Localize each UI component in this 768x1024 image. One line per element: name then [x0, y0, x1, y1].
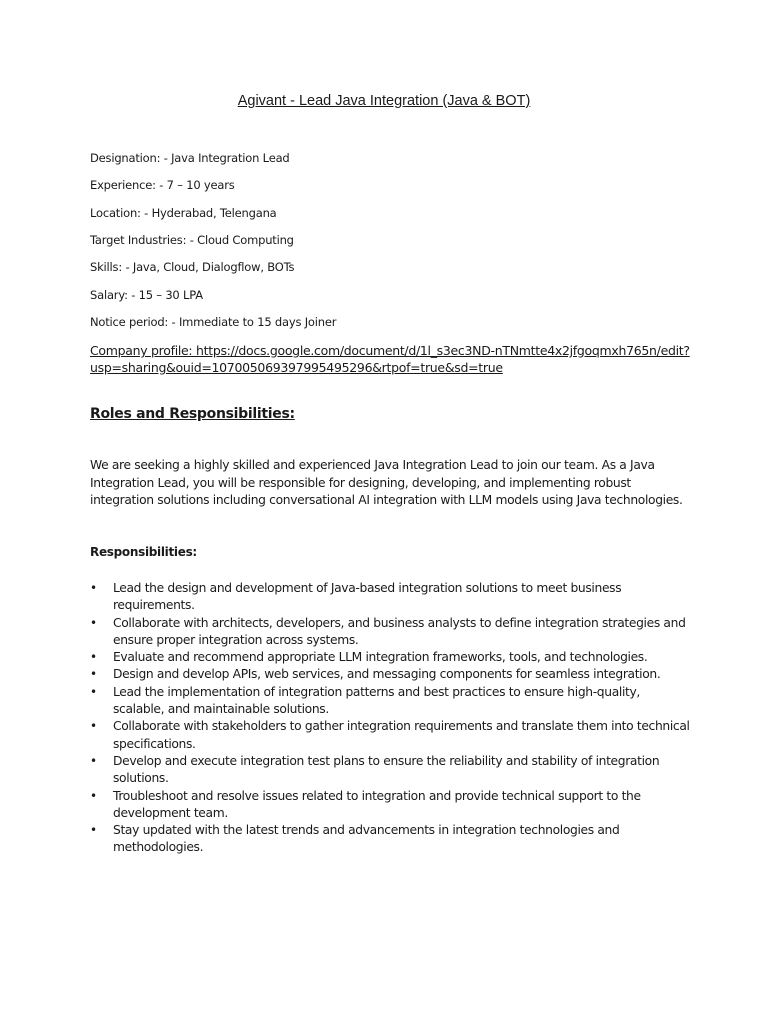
detail-target-industries: Target Industries: - Cloud Computing — [90, 233, 294, 247]
list-item — [90, 580, 690, 615]
responsibilities-heading: Responsibilities: — [90, 545, 197, 559]
list-item — [90, 649, 690, 666]
bullet-icon: • — [90, 667, 97, 682]
list-item-text: Collaborate with stakeholders to gather integration requirements and translate them into technical specifications. — [113, 719, 690, 751]
list-item-text: Collaborate with architects, developers, and business analysts to define integration strategies and ensure proper integration across systems. — [113, 615, 686, 647]
detail-designation: Designation: - Java Integration Lead — [90, 151, 290, 165]
list-item-text: Lead the design and development of Java-based integration solutions to meet business requirements. — [113, 581, 622, 613]
detail-location: Location: - Hyderabad, Telengana — [90, 206, 277, 220]
list-item — [90, 788, 690, 823]
bullet-icon: • — [90, 753, 97, 768]
detail-salary: Salary: - 15 – 30 LPA — [90, 288, 203, 302]
list-item — [90, 684, 690, 719]
intro-paragraph: We are seeking a highly skilled and experienced Java Integration Lead to join our team. As a Java Integration Lead, you will be responsible for designing, developing, and implementing robust integration solutions including conversational AI integration with LLM models using Java technologies. — [90, 458, 683, 507]
document-title: Agivant - Lead Java Integration (Java & BOT) — [237, 93, 531, 109]
responsibilities-list — [90, 580, 690, 857]
bullet-icon: • — [90, 581, 97, 595]
detail-skills: Skills: - Java, Cloud, Dialogflow, BOTs — [90, 260, 295, 274]
list-item — [90, 615, 690, 650]
list-item — [90, 666, 690, 683]
list-item-text: Stay updated with the latest trends and advancements in integration technologies and methodologies. — [113, 823, 620, 855]
list-item-text: Lead the implementation of integration patterns and best practices to ensure high-quality, scalable, and maintainable solutions. — [113, 684, 640, 717]
detail-notice-period: Notice period: - Immediate to 15 days Joiner — [90, 315, 337, 329]
list-item-text: Design and develop APIs, web services, and messaging components for seamless integration. — [113, 667, 661, 682]
list-item — [90, 822, 690, 857]
detail-experience: Experience: - 7 – 10 years — [90, 178, 235, 192]
bullet-icon: • — [90, 650, 97, 665]
list-item-text: Develop and execute integration test plans to ensure the reliability and stability of integration solutions. — [113, 753, 660, 786]
roles-heading: Roles and Responsibilities: — [90, 406, 295, 422]
bullet-icon: • — [90, 788, 97, 803]
list-item-text: Troubleshoot and resolve issues related to integration and provide technical support to the development team. — [113, 788, 641, 820]
bullet-icon: • — [90, 684, 97, 699]
list-item — [90, 753, 690, 788]
bullet-icon: • — [90, 615, 97, 630]
bullet-icon: • — [90, 823, 97, 838]
list-item-text: Evaluate and recommend appropriate LLM integration frameworks, tools, and technologies. — [113, 650, 648, 665]
company-profile-link[interactable]: Company profile: https://docs.google.com/document/d/1l_s3ec3ND-nTNmtte4x2jfgoqmxh765n/edit?usp=sharing&ouid=107005069397995495296&rtpof=true&sd=true — [90, 343, 690, 375]
list-item — [90, 718, 690, 753]
bullet-icon: • — [90, 719, 97, 734]
